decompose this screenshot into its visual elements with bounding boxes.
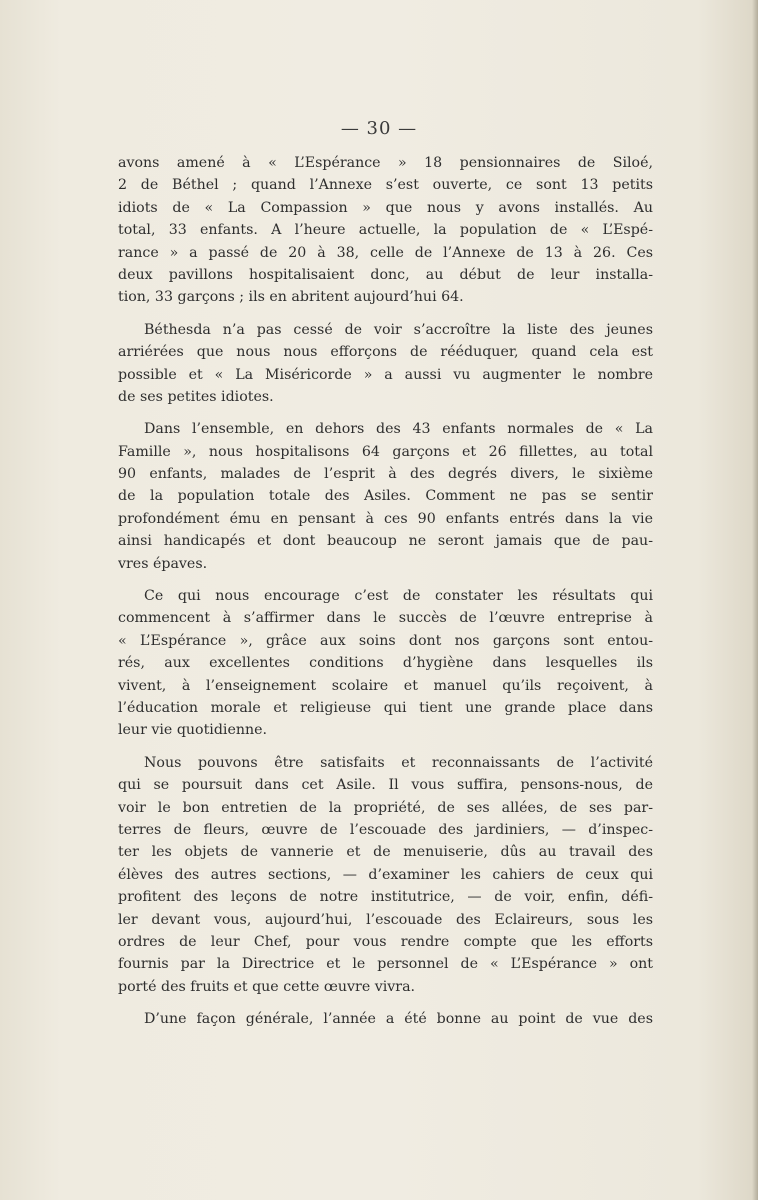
text-line: Ce qui nous encourage c’est de constater les résultats qui xyxy=(144,588,653,605)
paragraph xyxy=(118,152,653,309)
text-line: qui se poursuit dans cet Asile. Il vous suffira, pensons-nous, de xyxy=(118,777,653,794)
text-line: terres de fleurs, œuvre de l’escouade des jardiniers, — d’inspec- xyxy=(118,821,653,838)
text-line: de ses petites idiotes. xyxy=(118,388,274,405)
text-line: tion, 33 garçons ; ils en abritent aujourd’hui 64. xyxy=(118,289,464,306)
text-line: ainsi handicapés et dont beaucoup ne seront jamais que de pau- xyxy=(118,533,653,550)
text-line: Famille », nous hospitalisons 64 garçons et 26 fillettes, au total xyxy=(118,443,653,460)
text-line: Dans l’ensemble, en dehors des 43 enfants normales de « La xyxy=(144,421,653,438)
paragraph xyxy=(118,585,653,742)
text-line: profondément ému en pensant à ces 90 enfants entrés dans la vie xyxy=(118,510,653,527)
text-line: rance » a passé de 20 à 38, celle de l’Annexe de 13 à 26. Ces xyxy=(118,244,653,261)
text-line: leur vie quotidienne. xyxy=(118,722,268,739)
text-line: porté des fruits et que cette œuvre vivra. xyxy=(118,978,416,995)
text-line: vres épaves. xyxy=(118,555,208,572)
text-line: arriérées que nous nous efforçons de rééduquer, quand cela est xyxy=(118,344,653,361)
text-line: de la population totale des Asiles. Comment ne pas se sentir xyxy=(118,488,653,505)
text-line: Nous pouvons être satisfaits et reconnaissants de l’activité xyxy=(144,754,653,771)
text-line: « L’Espérance », grâce aux soins dont nos garçons sont entou- xyxy=(118,632,653,649)
text-line: voir le bon entretien de la propriété, de ses allées, de ses par- xyxy=(118,799,653,816)
text-line: deux pavillons hospitalisaient donc, au début de leur installa- xyxy=(118,266,653,283)
text-line: 90 enfants, malades de l’esprit à des degrés divers, le sixième xyxy=(118,466,653,483)
text-line: 2 de Béthel ; quand l’Annexe s’est ouverte, ce sont 13 petits xyxy=(118,177,653,194)
text-line: l’éducation morale et religieuse qui tient une grande place dans xyxy=(118,699,653,716)
text-line: ter les objets de vannerie et de menuiserie, dûs au travail des xyxy=(118,844,653,861)
paragraph xyxy=(118,418,653,575)
paragraph xyxy=(118,752,653,998)
text-line: D’une façon générale, l’année a été bonne au point de vue des xyxy=(144,1011,653,1028)
text-line: commencent à s’affirmer dans le succès de l’œuvre entreprise à xyxy=(118,610,653,627)
text-line: profitent des leçons de notre institutrice, — de voir, enfin, défi- xyxy=(118,889,653,906)
text-line: vivent, à l’enseignement scolaire et manuel qu’ils reçoivent, à xyxy=(118,677,653,694)
text-line: Béthesda n’a pas cessé de voir s’accroître la liste des jeunes xyxy=(144,321,653,338)
paragraph xyxy=(118,319,653,409)
text-line: ler devant vous, aujourd’hui, l’escouade des Eclaireurs, sous les xyxy=(118,911,653,928)
text-line: total, 33 enfants. A l’heure actuelle, la population de « L’Espé- xyxy=(118,222,653,239)
text-line: possible et « La Miséricorde » a aussi vu augmenter le nombre xyxy=(118,366,653,383)
page-edge-shadow xyxy=(752,0,758,1200)
text-line: ordres de leur Chef, pour vous rendre compte que les efforts xyxy=(118,933,653,950)
page-number: — 30 — xyxy=(340,118,418,139)
text-line: idiots de « La Compassion » que nous y avons installés. Au xyxy=(118,199,653,216)
text-line: fournis par la Directrice et le personnel de « L’Espérance » ont xyxy=(118,956,653,973)
text-line: rés, aux excellentes conditions d’hygiène dans lesquelles ils xyxy=(118,655,653,672)
text-line: élèves des autres sections, — d’examiner les cahiers de ceux qui xyxy=(118,866,653,883)
text-line: avons amené à « L’Espérance » 18 pensionnaires de Siloé, xyxy=(118,155,653,171)
body-text xyxy=(118,152,653,1040)
paragraph xyxy=(118,1008,653,1030)
